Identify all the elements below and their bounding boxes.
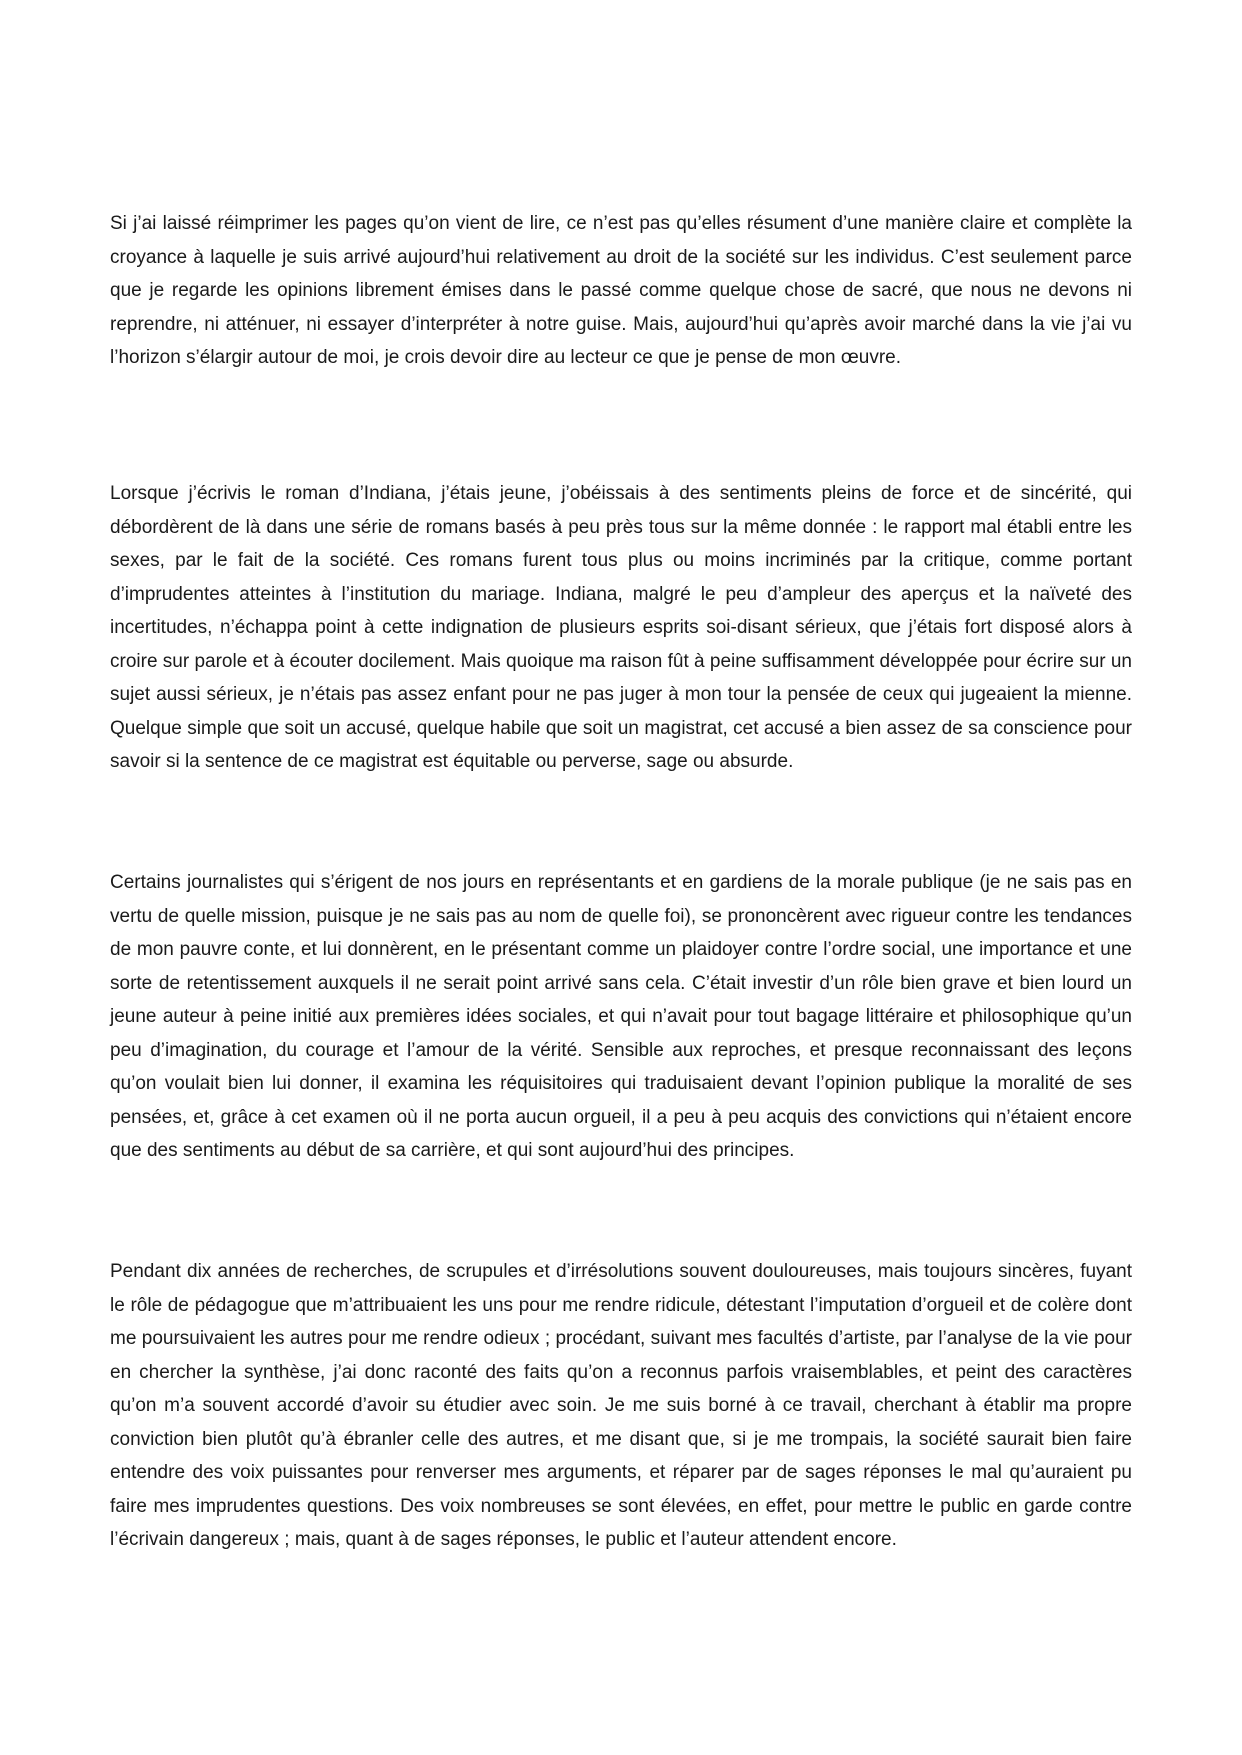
paragraph-3: Certains journalistes qui s’érigent de nos jours en représentants et en gardiens de la morale publique (je ne sais pas en vertu de quelle mission, puisque je ne sais pas au nom de quelle foi), se prononcèrent avec rigueur contre les tendances de mon pauvre conte, et lui donnèrent, en le présentant comme un plaidoyer contre l’ordre social, une importance et une sorte de retentissement auxquels il ne serait point arrivé sans cela. C’était investir d’un rôle bien grave et bien lourd un jeune auteur à peine initié aux premières idées sociales, et qui n’avait pour tout bagage littéraire et philosophique qu’un peu d’imagination, du courage et l’amour de la vérité. Sensible aux reproches, et presque reconnaissant des leçons qu’on voulait bien lui donner, il examina les réquisitoires qui traduisaient devant l’opinion publique la moralité de ses pensées, et, grâce à cet examen où il ne porta aucun orgueil, il a peu à peu acquis des convictions qui n’étaient encore que des sentiments au début de sa carrière, et qui sont aujourd’hui des principes. [110,872,1132,1161]
paragraph-1: Si j’ai laissé réimprimer les pages qu’on vient de lire, ce n’est pas qu’elles résument d’une manière claire et complète la croyance à laquelle je suis arrivé aujourd’hui relativement au droit de la société sur les individus. C’est seulement parce que je regarde les opinions librement émises dans le passé comme quelque chose de sacré, que nous ne devons ni reprendre, ni atténuer, ni essayer d’interpréter à notre guise. Mais, aujourd’hui qu’après avoir marché dans la vie j’ai vu l’horizon s’élargir autour de moi, je crois devoir dire au lecteur ce que je pense de mon œuvre. [110,213,1132,368]
paragraph-4: Pendant dix années de recherches, de scrupules et d’irrésolutions souvent douloureuses, mais toujours sincères, fuyant le rôle de pédagogue que m’attribuaient les uns pour me rendre ridicule, détestant l’imputation d’orgueil et de colère dont me poursuivaient les autres pour me rendre odieux ; procédant, suivant mes facultés d’artiste, par l’analyse de la vie pour en chercher la synthèse, j’ai donc raconté des faits qu’on a reconnus parfois vraisemblables, et peint des caractères qu’on m’a souvent accordé d’avoir su étudier avec soin. Je me suis borné à ce travail, cherchant à établir ma propre conviction bien plutôt qu’à ébranler celle des autres, et me disant que, si je me trompais, la société saurait bien faire entendre des voix puissantes pour renverser mes arguments, et réparer par de sages réponses le mal qu’auraient pu faire mes imprudentes questions. Des voix nombreuses se sont élevées, en effet, pour mettre le public en garde contre l’écrivain dangereux ; mais, quant à de sages réponses, le public et l’auteur attendent encore. [110,1261,1132,1550]
paragraph-2: Lorsque j’écrivis le roman d’Indiana, j’étais jeune, j’obéissais à des sentiments pleins de force et de sincérité, qui débordèrent de là dans une série de romans basés à peu près tous sur la même donnée : le rapport mal établi entre les sexes, par le fait de la société. Ces romans furent tous plus ou moins incriminés par la critique, comme portant d’imprudentes atteintes à l’institution du mariage. Indiana, malgré le peu d’ampleur des aperçus et la naïveté des incertitudes, n’échappa point à cette indignation de plusieurs esprits soi-disant sérieux, que j’étais fort disposé alors à croire sur parole et à écouter docilement. Mais quoique ma raison fût à peine suffisamment développée pour écrire sur un sujet aussi sérieux, je n’étais pas assez enfant pour ne pas juger à mon tour la pensée de ceux qui jugeaient la mienne. Quelque simple que soit un accusé, quelque habile que soit un magistrat, cet accusé a bien assez de sa conscience pour savoir si la sentence de ce magistrat est équitable ou perverse, sage ou absurde. [110,483,1132,772]
